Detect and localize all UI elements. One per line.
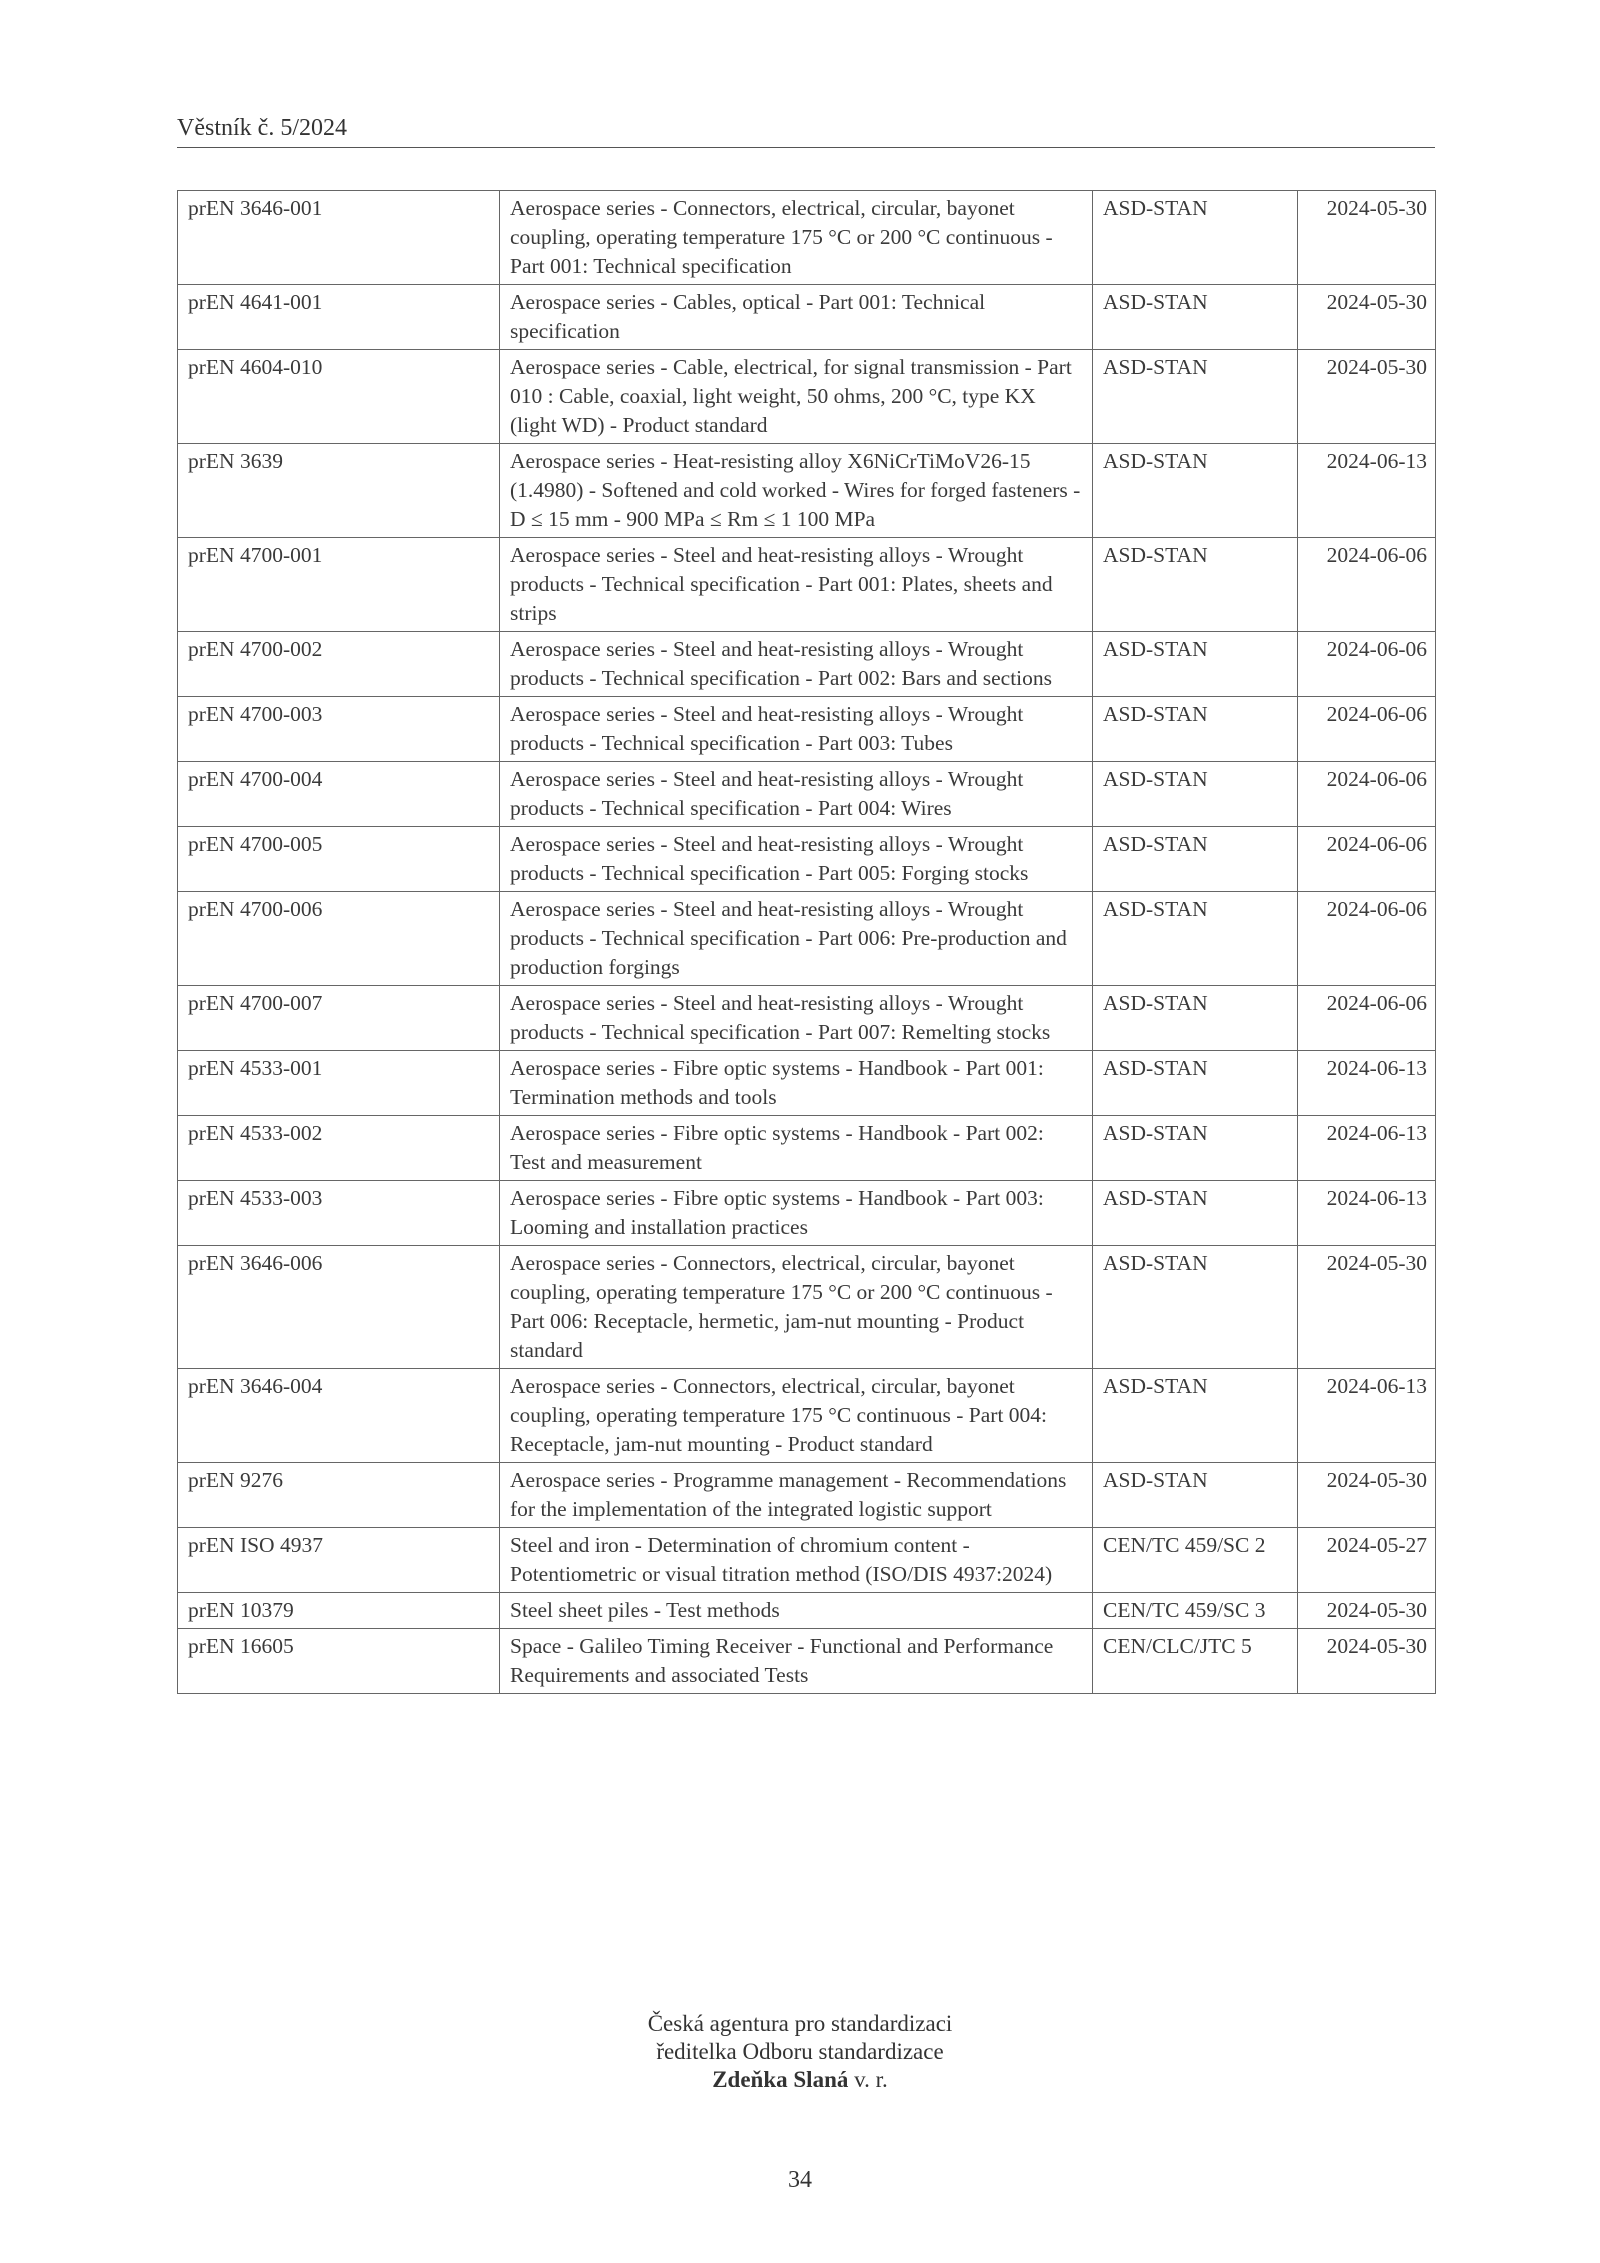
standard-title-cell: Aerospace series - Programme management - Recommendations for the implementation of the integrated logistic support <box>500 1463 1093 1528</box>
table-row <box>178 1369 1436 1463</box>
standard-code-cell: prEN 4700-001 <box>178 538 500 632</box>
standard-body-cell: ASD-STAN <box>1093 632 1298 697</box>
standard-title-cell: Aerospace series - Steel and heat-resisting alloys - Wrought products - Technical specification - Part 001: Plates, sheets and strips <box>500 538 1093 632</box>
standard-title-cell: Aerospace series - Steel and heat-resisting alloys - Wrought products - Technical specification - Part 004: Wires <box>500 762 1093 827</box>
standard-code-cell: prEN 4604-010 <box>178 350 500 444</box>
standard-code-cell: prEN 3646-001 <box>178 191 500 285</box>
standard-title-cell: Aerospace series - Fibre optic systems - Handbook - Part 003: Looming and installation practices <box>500 1181 1093 1246</box>
standard-body-cell: ASD-STAN <box>1093 444 1298 538</box>
standard-title-cell: Aerospace series - Steel and heat-resisting alloys - Wrought products - Technical specification - Part 006: Pre-production and production forgings <box>500 892 1093 986</box>
standard-title-cell: Aerospace series - Fibre optic systems - Handbook - Part 002: Test and measurement <box>500 1116 1093 1181</box>
journal-title: Věstník č. 5/2024 <box>177 115 347 141</box>
standard-body-cell: ASD-STAN <box>1093 1116 1298 1181</box>
standard-code-cell: prEN 4533-002 <box>178 1116 500 1181</box>
deadline-date-cell: 2024-05-30 <box>1298 191 1436 285</box>
standard-body-cell: ASD-STAN <box>1093 986 1298 1051</box>
table-row <box>178 632 1436 697</box>
deadline-date-cell: 2024-06-06 <box>1298 538 1436 632</box>
standard-body-cell: CEN/TC 459/SC 3 <box>1093 1593 1298 1629</box>
signature-block <box>0 2010 1600 2094</box>
standard-title-cell: Space - Galileo Timing Receiver - Functional and Performance Requirements and associated Tests <box>500 1629 1093 1694</box>
standard-title-cell: Aerospace series - Connectors, electrical, circular, bayonet coupling, operating temperature 175 °C or 200 °C continuous - Part 006: Receptacle, hermetic, jam-nut mounting - Product standard <box>500 1246 1093 1369</box>
standard-body-cell: ASD-STAN <box>1093 1463 1298 1528</box>
table-row <box>178 444 1436 538</box>
standard-body-cell: ASD-STAN <box>1093 1181 1298 1246</box>
deadline-date-cell: 2024-05-30 <box>1298 1629 1436 1694</box>
standard-body-cell: ASD-STAN <box>1093 538 1298 632</box>
standard-title-cell: Aerospace series - Steel and heat-resisting alloys - Wrought products - Technical specification - Part 002: Bars and sections <box>500 632 1093 697</box>
standard-title-cell: Aerospace series - Steel and heat-resisting alloys - Wrought products - Technical specification - Part 003: Tubes <box>500 697 1093 762</box>
signatory-position: ředitelka Odboru standardizace <box>656 2039 944 2064</box>
standard-title-cell: Steel and iron - Determination of chromium content - Potentiometric or visual titration method (ISO/DIS 4937:2024) <box>500 1528 1093 1593</box>
standard-body-cell: ASD-STAN <box>1093 191 1298 285</box>
standard-body-cell: ASD-STAN <box>1093 697 1298 762</box>
standards-table <box>177 190 1436 1694</box>
table-row <box>178 1528 1436 1593</box>
standard-body-cell: ASD-STAN <box>1093 762 1298 827</box>
deadline-date-cell: 2024-05-30 <box>1298 1463 1436 1528</box>
table-row <box>178 191 1436 285</box>
deadline-date-cell: 2024-05-30 <box>1298 350 1436 444</box>
table-row <box>178 1116 1436 1181</box>
deadline-date-cell: 2024-06-06 <box>1298 697 1436 762</box>
standard-title-cell: Aerospace series - Cable, electrical, for signal transmission - Part 010 : Cable, coaxial, light weight, 50 ohms, 200 °C, type KX (light WD) - Product standard <box>500 350 1093 444</box>
table-row <box>178 285 1436 350</box>
standard-title-cell: Aerospace series - Steel and heat-resisting alloys - Wrought products - Technical specification - Part 007: Remelting stocks <box>500 986 1093 1051</box>
standard-title-cell: Aerospace series - Steel and heat-resisting alloys - Wrought products - Technical specification - Part 005: Forging stocks <box>500 827 1093 892</box>
table-row <box>178 1629 1436 1694</box>
standard-code-cell: prEN 4700-002 <box>178 632 500 697</box>
agency-name: Česká agentura pro standardizaci <box>647 2011 953 2036</box>
standard-code-cell: prEN 4700-003 <box>178 697 500 762</box>
standard-body-cell: ASD-STAN <box>1093 892 1298 986</box>
standard-title-cell: Steel sheet piles - Test methods <box>500 1593 1093 1629</box>
standard-code-cell: prEN 4700-004 <box>178 762 500 827</box>
table-row <box>178 1051 1436 1116</box>
standard-code-cell: prEN ISO 4937 <box>178 1528 500 1593</box>
signatory-line <box>0 2066 1600 2094</box>
standard-body-cell: ASD-STAN <box>1093 827 1298 892</box>
standards-table-body <box>178 191 1436 1694</box>
standard-title-cell: Aerospace series - Connectors, electrical, circular, bayonet coupling, operating temperature 175 °C or 200 °C continuous - Part 001: Technical specification <box>500 191 1093 285</box>
table-row <box>178 827 1436 892</box>
standard-title-cell: Aerospace series - Fibre optic systems - Handbook - Part 001: Termination methods and tools <box>500 1051 1093 1116</box>
deadline-date-cell: 2024-06-06 <box>1298 762 1436 827</box>
standard-code-cell: prEN 4700-007 <box>178 986 500 1051</box>
standard-title-cell: Aerospace series - Cables, optical - Part 001: Technical specification <box>500 285 1093 350</box>
table-row <box>178 762 1436 827</box>
deadline-date-cell: 2024-06-06 <box>1298 827 1436 892</box>
standard-code-cell: prEN 4641-001 <box>178 285 500 350</box>
deadline-date-cell: 2024-05-27 <box>1298 1528 1436 1593</box>
deadline-date-cell: 2024-06-06 <box>1298 892 1436 986</box>
signatory-name: Zdeňka Slaná <box>712 2067 849 2092</box>
table-row <box>178 538 1436 632</box>
standard-code-cell: prEN 4700-005 <box>178 827 500 892</box>
deadline-date-cell: 2024-06-06 <box>1298 632 1436 697</box>
standard-code-cell: prEN 3646-004 <box>178 1369 500 1463</box>
standard-code-cell: prEN 10379 <box>178 1593 500 1629</box>
standard-body-cell: ASD-STAN <box>1093 285 1298 350</box>
standard-title-cell: Aerospace series - Connectors, electrical, circular, bayonet coupling, operating temperature 175 °C continuous - Part 004: Receptacle, jam-nut mounting - Product standard <box>500 1369 1093 1463</box>
standard-code-cell: prEN 3639 <box>178 444 500 538</box>
standard-code-cell: prEN 9276 <box>178 1463 500 1528</box>
standard-code-cell: prEN 16605 <box>178 1629 500 1694</box>
deadline-date-cell: 2024-06-13 <box>1298 1369 1436 1463</box>
standard-body-cell: ASD-STAN <box>1093 350 1298 444</box>
standard-body-cell: CEN/TC 459/SC 2 <box>1093 1528 1298 1593</box>
page-number: 34 <box>788 2167 812 2193</box>
deadline-date-cell: 2024-05-30 <box>1298 1246 1436 1369</box>
page-header <box>177 114 1435 148</box>
standard-body-cell: ASD-STAN <box>1093 1246 1298 1369</box>
table-row <box>178 350 1436 444</box>
standard-body-cell: ASD-STAN <box>1093 1369 1298 1463</box>
standard-code-cell: prEN 4533-001 <box>178 1051 500 1116</box>
standard-title-cell: Aerospace series - Heat-resisting alloy X6NiCrTiMoV26-15 (1.4980) - Softened and cold worked - Wires for forged fasteners - D ≤ 15 mm - 900 MPa ≤ Rm ≤ 1 100 MPa <box>500 444 1093 538</box>
deadline-date-cell: 2024-05-30 <box>1298 285 1436 350</box>
table-row <box>178 892 1436 986</box>
table-row <box>178 1181 1436 1246</box>
deadline-date-cell: 2024-06-13 <box>1298 1116 1436 1181</box>
table-row <box>178 1593 1436 1629</box>
deadline-date-cell: 2024-05-30 <box>1298 1593 1436 1629</box>
table-row <box>178 697 1436 762</box>
deadline-date-cell: 2024-06-13 <box>1298 1051 1436 1116</box>
table-row <box>178 1463 1436 1528</box>
standard-body-cell: CEN/CLC/JTC 5 <box>1093 1629 1298 1694</box>
signatory-suffix: v. r. <box>848 2067 888 2092</box>
deadline-date-cell: 2024-06-13 <box>1298 444 1436 538</box>
deadline-date-cell: 2024-06-06 <box>1298 986 1436 1051</box>
table-row <box>178 1246 1436 1369</box>
standard-code-cell: prEN 4700-006 <box>178 892 500 986</box>
deadline-date-cell: 2024-06-13 <box>1298 1181 1436 1246</box>
table-row <box>178 986 1436 1051</box>
standard-body-cell: ASD-STAN <box>1093 1051 1298 1116</box>
standard-code-cell: prEN 3646-006 <box>178 1246 500 1369</box>
standard-code-cell: prEN 4533-003 <box>178 1181 500 1246</box>
